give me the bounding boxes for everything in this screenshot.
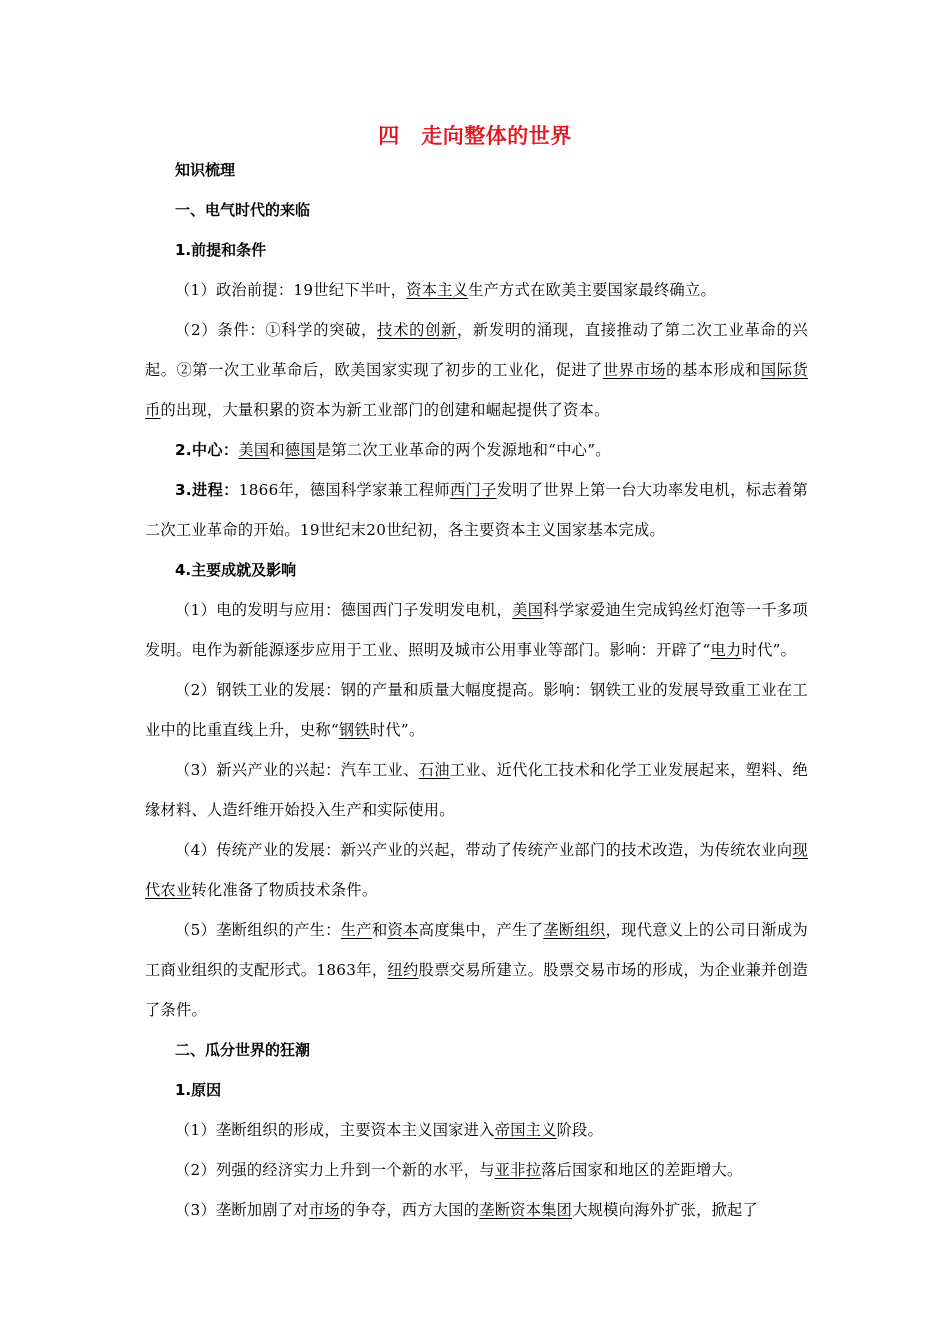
document-body <box>145 150 808 1230</box>
underlined-term: 钢铁 <box>338 721 370 739</box>
text: （2）钢铁工业的发展：钢的产量和质量大幅度提高。影响：钢铁工业的发展导致重工业在工业中的比重直线上升，史称“ <box>145 681 808 739</box>
document-title: 四 走向整体的世界 <box>378 124 572 148</box>
underlined-term: 纽约 <box>387 961 419 979</box>
paragraph-cause-3 <box>145 1190 808 1230</box>
text: 1866年，德国科学家兼工程师 <box>238 481 450 499</box>
text: （1）电的发明与应用：德国西门子发明发电机， <box>175 601 513 619</box>
text: 股票交易所建立。股票交易市场的形成，为企业兼并创造了条件。 <box>145 961 808 1019</box>
text: （4）传统产业的发展：新兴产业的兴起，带动了传统产业部门的技术改造，为传统农业向 <box>175 841 793 859</box>
underlined-term: 国际货币 <box>145 361 808 419</box>
underlined-term: 美国 <box>238 441 270 459</box>
underlined-term: 资本 <box>387 921 419 939</box>
heading-knowledge: 知识梳理 <box>175 161 236 179</box>
paragraph-process <box>145 470 808 550</box>
text: 的争夺，西方大国的 <box>339 1201 480 1219</box>
text: 落后国家和地区的差距增大。 <box>541 1161 743 1179</box>
text: 的基本形成和 <box>666 361 761 379</box>
paragraph-conditions <box>145 310 808 430</box>
text: 高度集中，产生了 <box>418 921 544 939</box>
underlined-term: 亚非拉 <box>494 1161 542 1179</box>
bold-label: 2.中心： <box>175 441 239 459</box>
text: 发明了世界上第一台大功率发电机，标志着第二次工业革命的开始。19世纪末20世纪初，各主要资本主义国家基本完成。 <box>145 481 808 539</box>
heading-1-4: 4.主要成就及影响 <box>175 561 297 579</box>
text: （1）政治前提：19世纪下半叶， <box>175 281 407 299</box>
text: 工业、近代化工技术和化学工业发展起来，塑料、绝缘材料、人造纤维开始投入生产和实际使用。 <box>145 761 808 819</box>
paragraph-center <box>145 430 808 470</box>
underlined-term: 电力 <box>710 641 742 659</box>
paragraph-new-industries <box>145 750 808 830</box>
text: ，现代意义上的公司日渐成为工商业组织的支配形式。1863年， <box>145 921 808 979</box>
underlined-term: 市场 <box>308 1201 340 1219</box>
text: 和 <box>371 921 388 939</box>
text: 是第二次工业革命的两个发源地和“中心”。 <box>315 441 611 459</box>
paragraph-political-premise <box>145 270 808 310</box>
text: （1）垄断组织的形成，主要资本主义国家进入 <box>175 1121 495 1139</box>
text: 和 <box>269 441 285 459</box>
underlined-term: 帝国主义 <box>494 1121 557 1139</box>
paragraph-cause-2 <box>145 1150 808 1190</box>
text: （2）条件：①科学的突破， <box>175 321 378 339</box>
underlined-term: 资本主义 <box>406 281 469 299</box>
paragraph-steel <box>145 670 808 750</box>
underlined-term: 垄断组织 <box>543 921 606 939</box>
text: 转化准备了物质技术条件。 <box>191 881 378 899</box>
underlined-term: 美国 <box>512 601 544 619</box>
underlined-term: 现代农业 <box>145 841 808 899</box>
text: 生产方式在欧美主要国家最终确立。 <box>468 281 716 299</box>
text: 的出现，大量积累的资本为新工业部门的创建和崛起提供了资本。 <box>160 401 610 419</box>
text: （5）垄断组织的产生： <box>175 921 341 939</box>
text: ，新发明的涌现，直接推动了第二次工业革命的兴起。②第一次工业革命后，欧美国家实现了初步的工业化，促进了 <box>145 321 808 379</box>
text: （2）列强的经济实力上升到一个新的水平，与 <box>175 1161 495 1179</box>
text: （3）新兴产业的兴起：汽车工业、 <box>175 761 419 779</box>
underlined-term: 石油 <box>418 761 450 779</box>
text: 科学家爱迪生完成钨丝灯泡等一千多项发明。电作为新能源逐步应用于工业、照明及城市公用事业等部门。影响：开辟了“ <box>145 601 808 659</box>
underlined-term: 生产 <box>340 921 372 939</box>
paragraph-electricity <box>145 590 808 670</box>
paragraph-monopoly <box>145 910 808 1030</box>
heading-section-1: 一、电气时代的来临 <box>175 201 311 219</box>
heading-1-1: 1.前提和条件 <box>175 241 267 259</box>
text: 时代”。 <box>741 641 797 659</box>
text: （3）垄断加剧了对 <box>175 1201 309 1219</box>
text: 时代”。 <box>369 721 425 739</box>
underlined-term: 垄断资本集团 <box>479 1201 573 1219</box>
paragraph-traditional-industries <box>145 830 808 910</box>
underlined-term: 德国 <box>284 441 316 459</box>
bold-label: 3.进程： <box>175 481 239 499</box>
heading-section-2: 二、瓜分世界的狂潮 <box>175 1041 311 1059</box>
underlined-term: 西门子 <box>449 481 497 499</box>
underlined-term: 技术的创新 <box>377 321 458 339</box>
heading-2-1: 1.原因 <box>175 1081 222 1099</box>
text: 阶段。 <box>556 1121 604 1139</box>
underlined-term: 世界市场 <box>602 361 667 379</box>
text: 大规模向海外扩张，掀起了 <box>572 1201 759 1219</box>
paragraph-cause-1 <box>145 1110 808 1150</box>
